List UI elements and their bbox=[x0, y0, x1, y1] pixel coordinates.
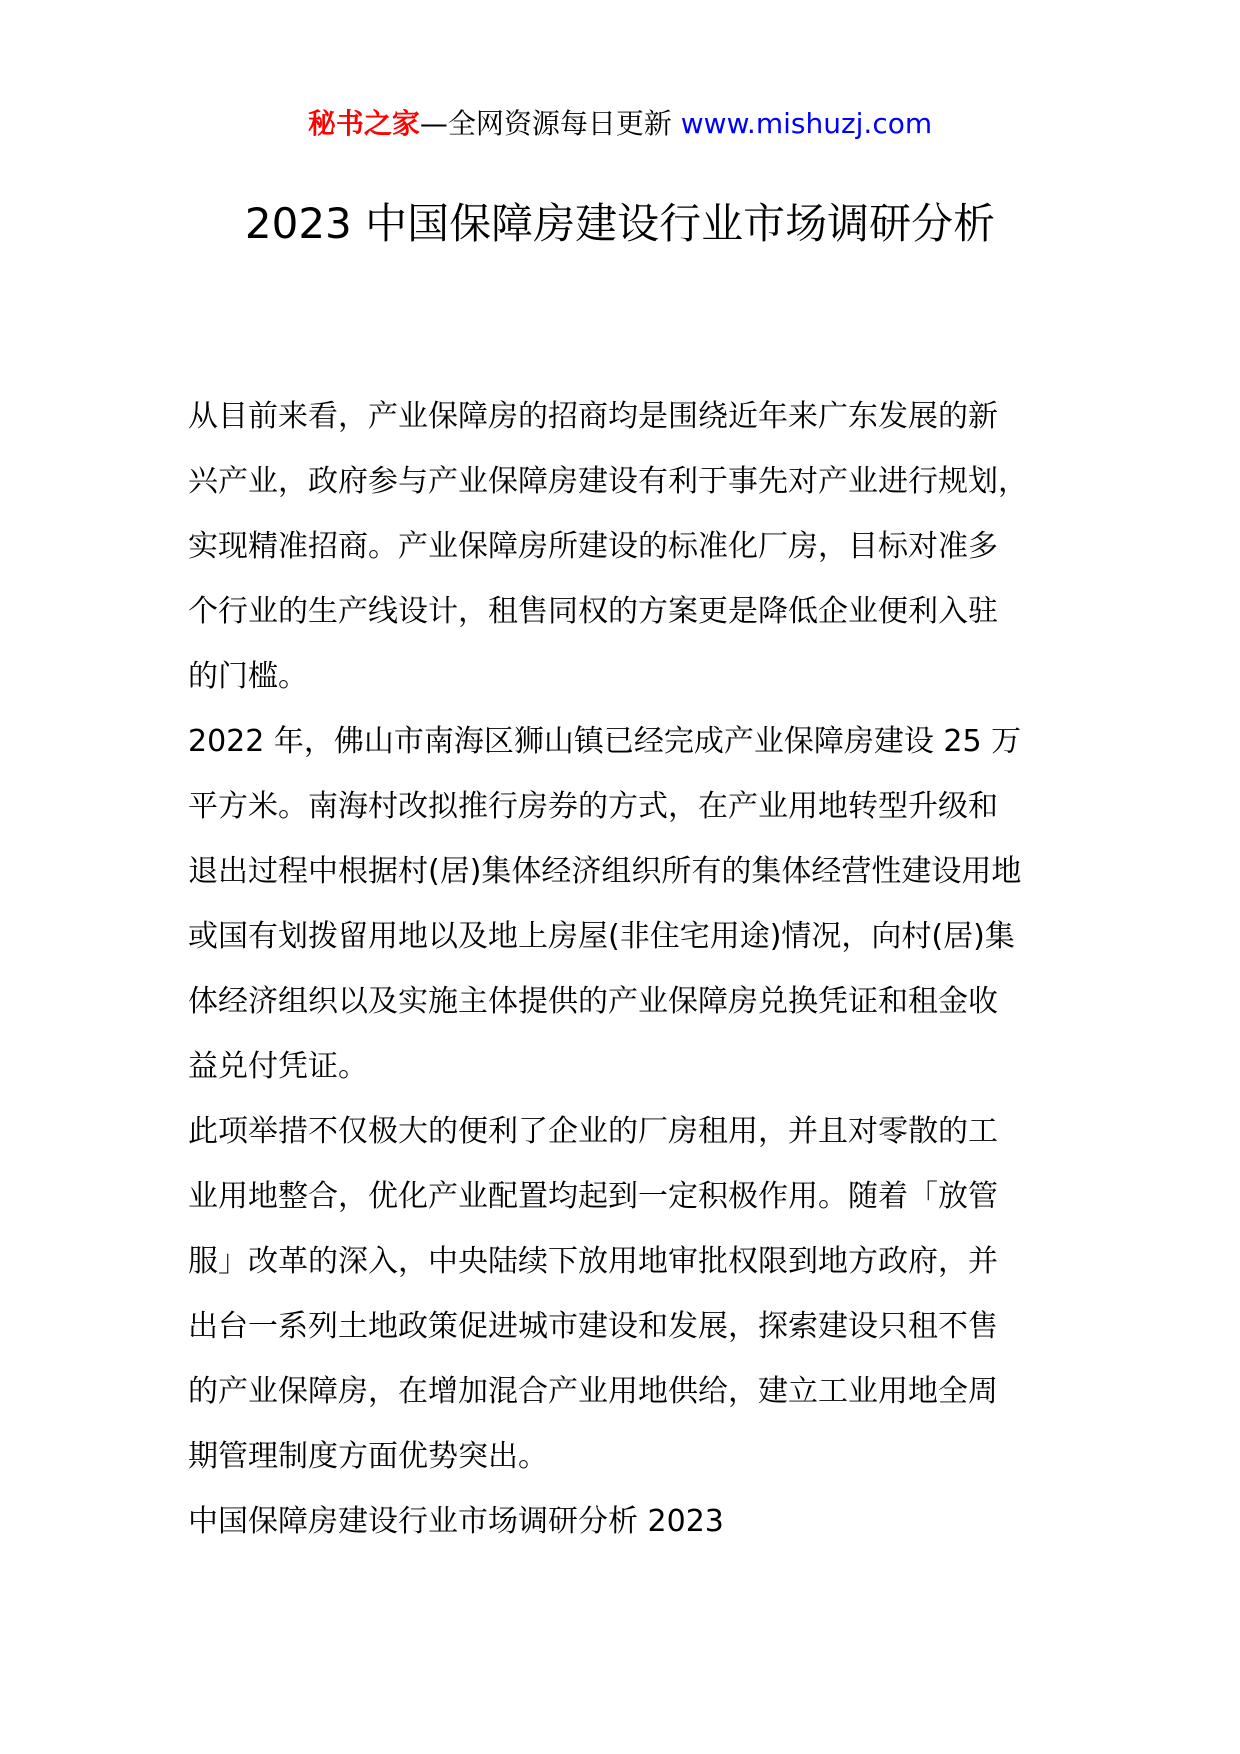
header-tagline: —全网资源每日更新 bbox=[419, 107, 681, 140]
paragraph-line: 的门槛。 bbox=[188, 659, 308, 694]
paragraph-line: 体经济组织以及实施主体提供的产业保障房兑换凭证和租金收 bbox=[188, 984, 998, 1019]
paragraph-line: 益兑付凭证。 bbox=[188, 1049, 368, 1084]
paragraph-line: 退出过程中根据村(居)集体经济组织所有的集体经营性建设用地 bbox=[188, 854, 1022, 889]
paragraph-2 bbox=[188, 709, 1058, 1099]
paragraph-line: 服」改革的深入，中央陆续下放用地审批权限到地方政府，并 bbox=[188, 1244, 998, 1279]
paragraph-line: 中国保障房建设行业市场调研分析 2023 bbox=[188, 1504, 724, 1539]
brand-name: 秘书之家 bbox=[307, 107, 420, 140]
paragraph-line: 此项举措不仅极大的便利了企业的厂房租用，并且对零散的工 bbox=[188, 1114, 998, 1149]
paragraph-line: 个行业的生产线设计，租售同权的方案更是降低企业便利入驻 bbox=[188, 594, 998, 629]
document-body bbox=[188, 384, 1058, 1554]
paragraph-line: 平方米。南海村改拟推行房券的方式，在产业用地转型升级和 bbox=[188, 789, 998, 824]
paragraph-4 bbox=[188, 1489, 1058, 1554]
document-title: 2023 中国保障房建设行业市场调研分析 bbox=[244, 199, 996, 248]
site-url-link[interactable]: www.mishuzj.com bbox=[680, 107, 933, 140]
paragraph-1 bbox=[188, 384, 1058, 709]
paragraph-line: 出台一系列土地政策促进城市建设和发展，探索建设只租不售 bbox=[188, 1309, 998, 1344]
header-banner bbox=[0, 104, 1240, 144]
paragraph-line: 实现精准招商。产业保障房所建设的标准化厂房，目标对准多 bbox=[188, 529, 998, 564]
paragraph-line: 的产业保障房，在增加混合产业用地供给，建立工业用地全周 bbox=[188, 1374, 998, 1409]
paragraph-line: 2022 年，佛山市南海区狮山镇已经完成产业保障房建设 25 万 bbox=[188, 724, 1022, 759]
paragraph-line: 从目前来看，产业保障房的招商均是围绕近年来广东发展的新 bbox=[188, 399, 998, 434]
paragraph-line: 期管理制度方面优势突出。 bbox=[188, 1439, 548, 1474]
paragraph-line: 业用地整合，优化产业配置均起到一定积极作用。随着「放管 bbox=[188, 1179, 998, 1214]
paragraph-line: 兴产业，政府参与产业保障房建设有利于事先对产业进行规划， bbox=[188, 464, 1028, 499]
paragraph-line: 或国有划拨留用地以及地上房屋(非住宅用途)情况，向村(居)集 bbox=[188, 919, 1015, 954]
paragraph-3 bbox=[188, 1099, 1058, 1489]
